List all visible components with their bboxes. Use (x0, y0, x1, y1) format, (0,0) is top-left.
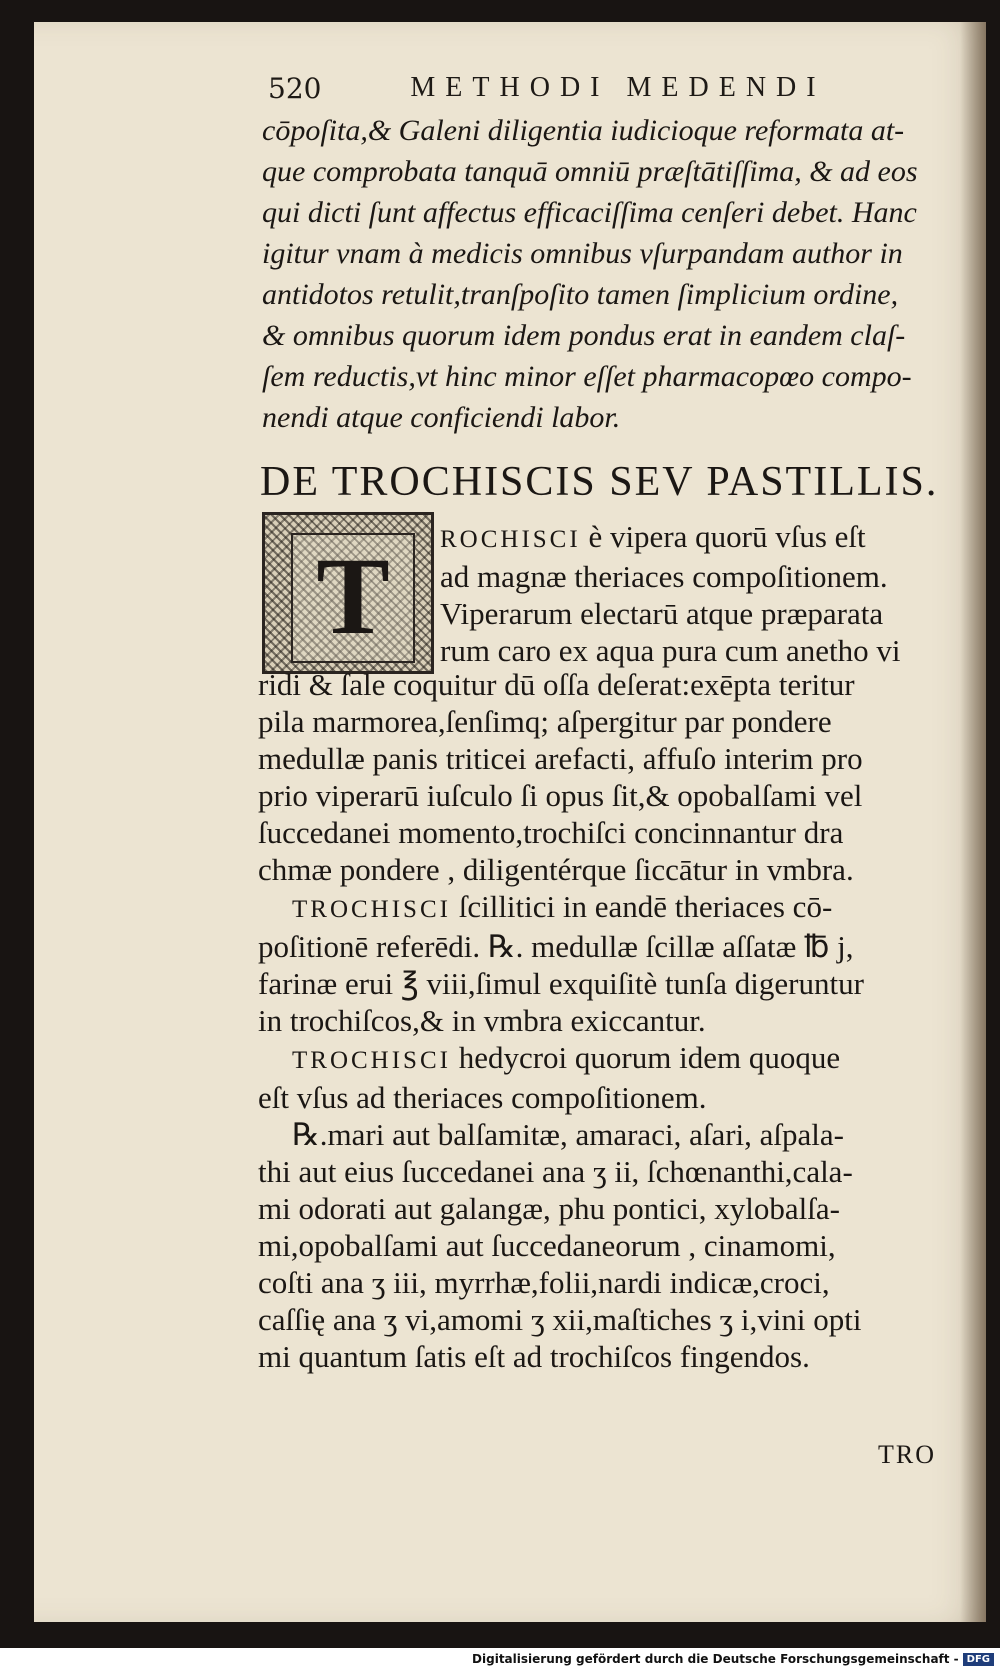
line-text: ridi & ſale coquitur dū oſſa deſerat:exēpta teritur (258, 667, 855, 702)
footer-text: Digitalisierung gefördert durch die Deutsche Forschungsgemeinschaft - (472, 1652, 959, 1666)
italic-line: antidotos retulit,tranſpoſito tamen ſimplicium ordine, (262, 278, 899, 311)
line-text: hedycroi quorum idem quoque (450, 1040, 841, 1075)
text-line (258, 1153, 970, 1190)
italic-line: nendi atque conficiendi labor. (262, 401, 621, 434)
text-line (258, 703, 970, 740)
line-text: ℞.mari aut balſamitæ, amaraci, aſari, aſpala- (292, 1117, 844, 1152)
text-line (258, 928, 970, 965)
page-header (268, 72, 968, 112)
line-text: mi quantum ſatis eſt ad trochiſcos fingendos. (258, 1339, 810, 1374)
initial-frame (291, 533, 415, 663)
line-text: pila marmorea,ſenſimq; aſpergitur par pondere (258, 704, 832, 739)
text-line (258, 1079, 970, 1116)
section-title: DE TROCHISCIS SEV PASTILLIS. (260, 459, 939, 505)
text-line (258, 814, 970, 851)
text-line (258, 740, 970, 777)
text-line (258, 1190, 970, 1227)
line-text: rum caro ex aqua pura cum anetho vi (440, 633, 901, 668)
line-text: è vipera quorū vſus eſt (580, 519, 866, 554)
small-caps-word: ROCHISCI (440, 526, 581, 553)
line-text: ſcillitici in eandē theriaces cō- (450, 889, 833, 924)
italic-line: & omnibus quorum idem pondus erat in eandem claſ- (262, 319, 906, 352)
italic-line: qui dicti ſunt affectus efficaciſſima cenſeri debet. Hanc (262, 196, 917, 229)
line-text: in trochiſcos,& in vmbra exiccantur. (258, 1003, 706, 1038)
small-caps-word: TROCHISCI (292, 896, 451, 923)
italic-paragraph (262, 110, 962, 438)
text-line (258, 888, 970, 928)
text-line (258, 1039, 970, 1079)
text-line (258, 1116, 970, 1153)
line-text: prio viperarū iuſculo ſi opus ſit,& opobalſami vel (258, 778, 863, 813)
italic-line: cōpoſita,& Galeni diligentia iudicioque reformata at- (262, 114, 905, 147)
text-line (440, 518, 960, 558)
opening-lines (440, 518, 960, 669)
body-text (258, 666, 970, 1375)
line-text: eſt vſus ad theriaces compoſitionem. (258, 1080, 707, 1115)
line-text: farinæ erui ℥ viii,ſimul exquiſitè tunſa digeruntur (258, 966, 864, 1001)
line-text: mi odorati aut galangæ, phu pontici, xylobalſa- (258, 1191, 840, 1226)
text-line (258, 965, 970, 1002)
text-line (258, 851, 970, 888)
line-text: ad magnæ theriaces compoſitionem. (440, 559, 888, 594)
text-line (258, 1301, 970, 1338)
small-caps-word: TROCHISCI (292, 1047, 451, 1074)
text-line (258, 666, 970, 703)
italic-line: que comprobata tanquā omniū præſtātiſſima, & ad eos (262, 155, 918, 188)
italic-line: igitur vnam à medicis omnibus vſurpandam author in (262, 237, 903, 270)
catchword: TRO (878, 1440, 936, 1469)
text-line (258, 1264, 970, 1301)
page-number: 520 (268, 72, 322, 105)
line-text: poſitionē referēdi. ℞. medullæ ſcillæ aſſatæ ℔ j, (258, 929, 854, 964)
decorated-initial (262, 512, 434, 674)
text-line (258, 777, 970, 814)
line-text: caſſię ana ʒ vi,amomi ʒ xii,maſtiches ʒ i,vini opti (258, 1302, 862, 1337)
line-text: coſti ana ʒ iii, myrrhæ,folii,nardi indicæ,croci, (258, 1265, 830, 1300)
line-text: medullæ panis triticei arefacti, affuſo interim pro (258, 741, 863, 776)
text-line (440, 558, 960, 595)
text-line (258, 1002, 970, 1039)
line-text: ſuccedanei momento,trochiſci concinnantur dra (258, 815, 844, 850)
line-text: thi aut eius ſuccedanei ana ʒ ii, ſchœnanthi,cala- (258, 1154, 853, 1189)
dfg-logo: DFG (963, 1653, 994, 1666)
text-line (440, 632, 960, 669)
line-text: chmæ pondere , diligentérque ſiccātur in vmbra. (258, 852, 854, 887)
text-line (258, 1227, 970, 1264)
initial-letter: T (316, 535, 390, 657)
text-line (440, 595, 960, 632)
line-text: mi,opobalſami aut ſuccedaneorum , cinamomi, (258, 1228, 836, 1263)
italic-line: ſem reductis,vt hinc minor eſſet pharmacopœo compo- (262, 360, 912, 393)
digitization-footer (472, 1650, 994, 1668)
running-head: METHODI MEDENDI (410, 72, 826, 103)
line-text: Viperarum electarū atque præparata (440, 596, 884, 631)
text-line (258, 1338, 970, 1375)
